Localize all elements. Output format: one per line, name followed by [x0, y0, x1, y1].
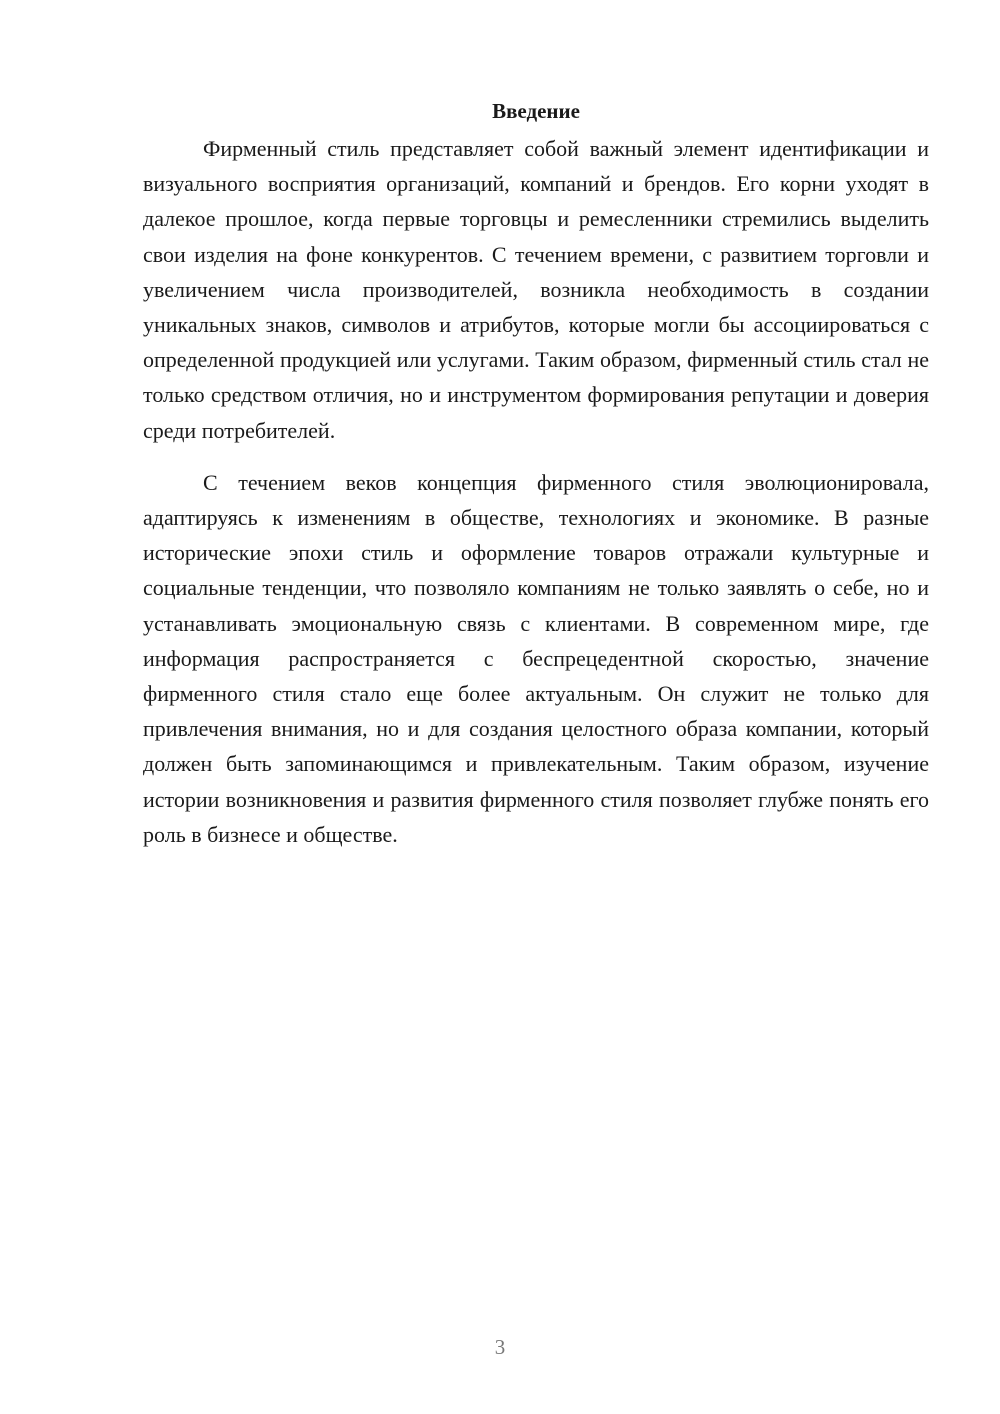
paragraph-1: Фирменный стиль представляет собой важный элемент идентификации и визуального восприятия организаций, компаний и брендов. Его корни уходят в далекое прошлое, когда первые торговцы и ремесленники стремились выделить свои изделия на фоне конкурентов. С течением времени, с развитием торговли и увеличением числа производителей, возникла необходимость в создании уникальных знаков, символов и атрибутов, которые могли бы ассоциироваться с определенной продукцией или услугами. Таким образом, фирменный стиль стал не только средством отличия, но и инструментом формирования репутации и доверия среди потребителей. — [143, 136, 929, 443]
page-content — [143, 96, 929, 852]
section-heading: Введение — [492, 99, 580, 123]
page-number: 3 — [494, 1335, 506, 1359]
paragraph-2: С течением веков концепция фирменного стиля эволюционировала, адаптируясь к изменениям в обществе, технологиях и экономике. В разные исторические эпохи стиль и оформление товаров отражали культурные и социальные тенденции, что позволяло компаниям не только заявлять о себе, но и устанавливать эмоциональную связь с клиентами. В современном мире, где информация распространяется с беспрецедентной скоростью, значение фирменного стиля стало еще более актуальным. Он служит не только для привлечения внимания, но и для создания целостного образа компании, который должен быть запоминающимся и привлекательным. Таким образом, изучение истории возникновения и развития фирменного стиля позволяет глубже понять его роль в бизнесе и обществе. — [143, 469, 929, 847]
